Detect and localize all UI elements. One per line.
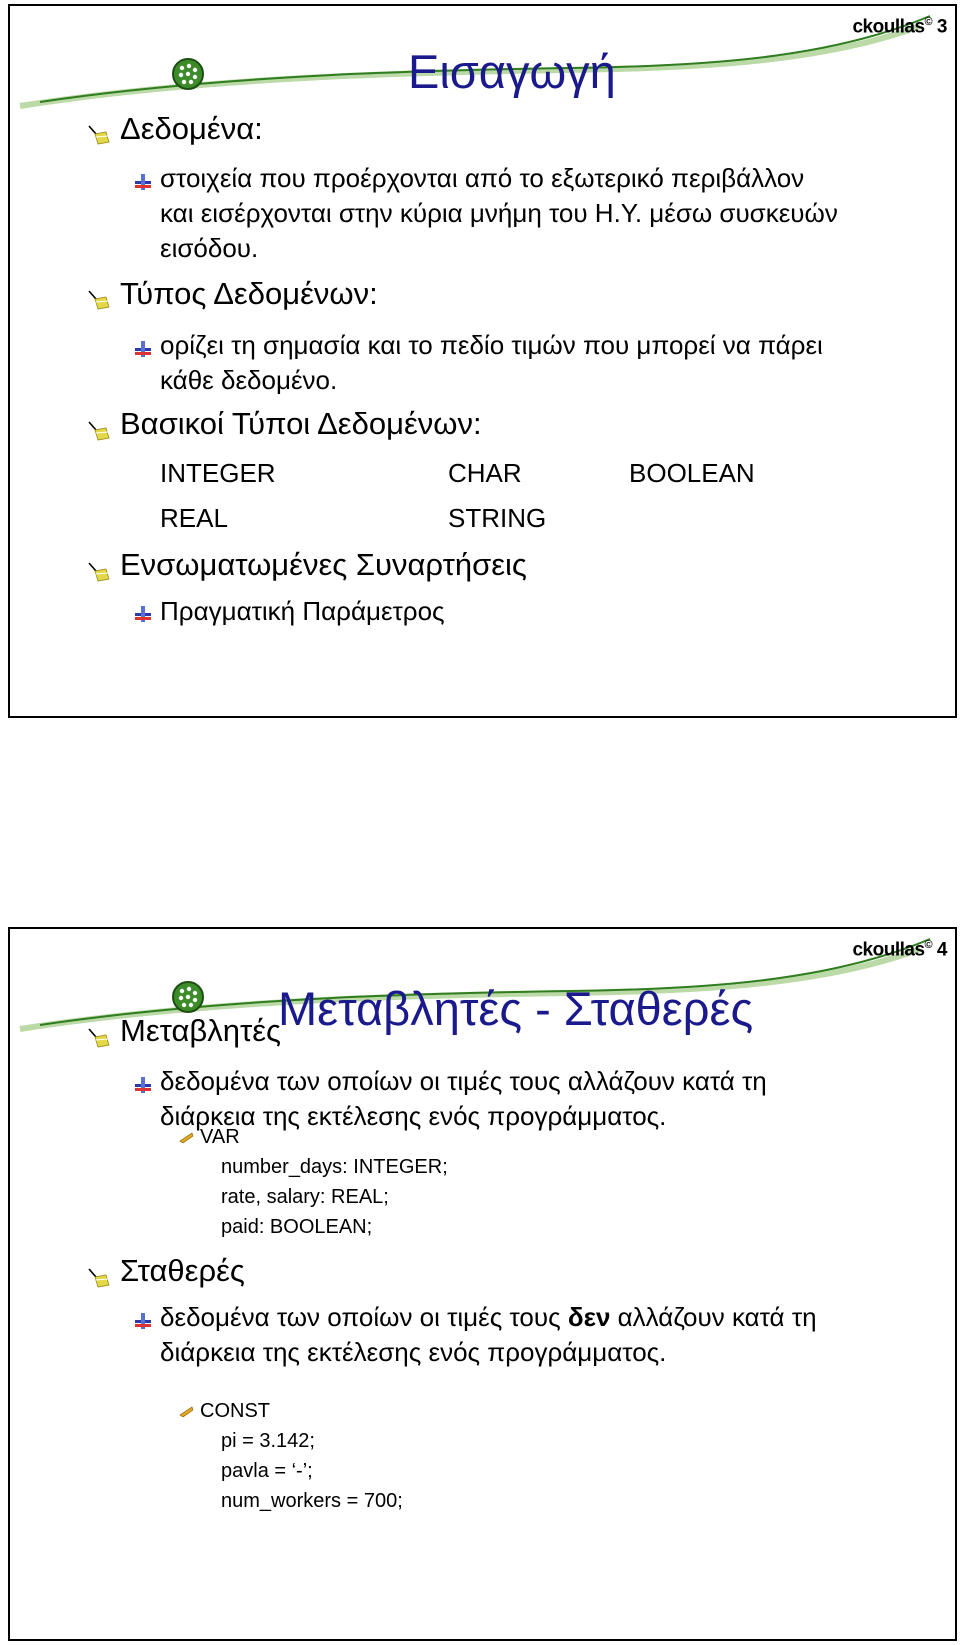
bullet-level1-icon <box>86 418 112 444</box>
credit-label: ckoullas© 3 <box>852 16 947 38</box>
bullet-level1-icon <box>86 1025 112 1051</box>
heading-builtin-functions: Ενσωματωμένες Συναρτήσεις <box>120 547 527 582</box>
bullet-level2-icon <box>132 338 154 360</box>
variables-definition: δεδομένα των οποίων οι τιμές τους αλλάζουν κατά τη διάρκεια της εκτέλεσης ενός προγράμματος. <box>160 1066 767 1131</box>
var-keyword: VAR <box>200 1126 240 1148</box>
const-keyword: CONST <box>200 1400 270 1422</box>
emphasis-not: δεν <box>567 1302 611 1332</box>
type-string: STRING <box>448 503 547 533</box>
data-definition: στοιχεία που προέρχονται από το εξωτερικό περιβάλλον και εισέρχονται στην κύρια μνήμη του Η.Υ. μέσω συσκευών εισόδου. <box>160 163 838 263</box>
bullet-level2-icon <box>132 1074 154 1096</box>
type-real: REAL <box>160 503 228 533</box>
const-line-3: num_workers = 700; <box>221 1490 403 1512</box>
heading-constants: Σταθερές <box>120 1253 245 1288</box>
type-char: CHAR <box>448 458 522 488</box>
slide-1 <box>8 4 957 718</box>
var-line-2: rate, salary: REAL; <box>221 1186 389 1208</box>
heading-basic-types: Βασικοί Τύποι Δεδομένων: <box>120 406 482 441</box>
bullet-level1-icon <box>86 287 112 313</box>
slide-title: Μεταβλητές - Σταθερές <box>278 982 754 1035</box>
bullet-level3-icon <box>178 1403 196 1421</box>
slide-2 <box>8 927 957 1641</box>
bullet-level3-icon <box>178 1129 196 1147</box>
globe-icon <box>173 59 203 89</box>
var-line-1: number_days: INTEGER; <box>221 1156 448 1178</box>
bullet-level2-icon <box>132 603 154 625</box>
bullet-level2-icon <box>132 171 154 193</box>
heading-variables: Μεταβλητές <box>120 1013 281 1048</box>
const-line-1: pi = 3.142; <box>221 1430 315 1452</box>
var-line-3: paid: BOOLEAN; <box>221 1216 373 1238</box>
const-line-2: pavla = ‘-’; <box>221 1460 313 1482</box>
slide-title: Εισαγωγή <box>408 45 616 98</box>
bullet-level1-icon <box>86 559 112 585</box>
globe-icon <box>173 982 203 1012</box>
data-type-definition: ορίζει τη σημασία και το πεδίο τιμών που μπορεί να πάρει κάθε δεδομένο. <box>160 330 823 395</box>
bullet-level1-icon <box>86 1265 112 1291</box>
heading-data-type: Τύπος Δεδομένων: <box>120 276 378 311</box>
type-boolean: BOOLEAN <box>629 458 755 488</box>
heading-data: Δεδομένα: <box>120 111 263 146</box>
constants-definition: δεδομένα των οποίων οι τιμές τους δεν αλλάζουν κατά τη διάρκεια της εκτέλεσης ενός προγράμματος. <box>160 1302 817 1367</box>
credit-label: ckoullas© 4 <box>852 939 947 961</box>
bullet-level1-icon <box>86 122 112 148</box>
type-integer: INTEGER <box>160 458 276 488</box>
bullet-level2-icon <box>132 1310 154 1332</box>
real-parameter: Πραγματική Παράμετρος <box>160 596 445 626</box>
